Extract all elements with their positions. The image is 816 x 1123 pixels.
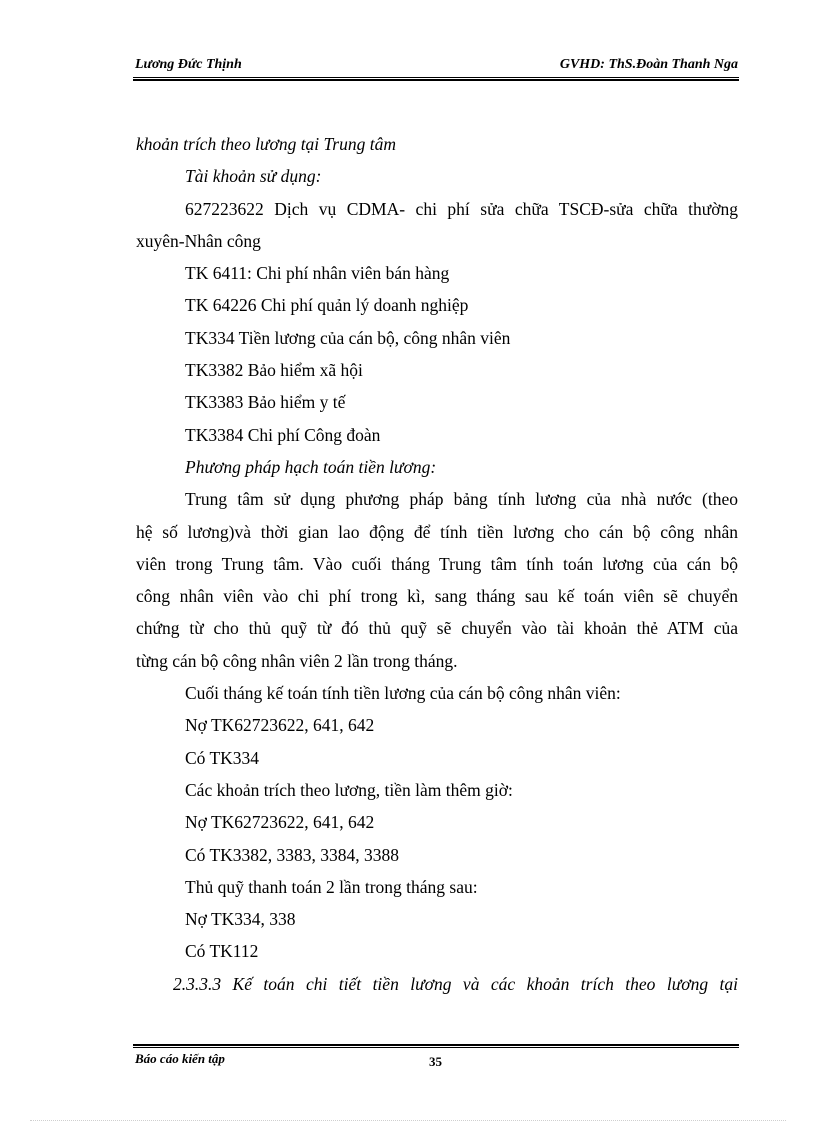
- section-heading-method: Phương pháp hạch toán tiền lương:: [185, 456, 437, 477]
- body-line: chứng từ cho thủ quỹ từ đó thủ quỹ sẽ chuyển vào tài khoản thẻ ATM của: [136, 618, 738, 639]
- body-line: TK3382 Bảo hiểm xã hội: [185, 360, 363, 381]
- body-line: TK 64226 Chi phí quản lý doanh nghiệp: [185, 295, 469, 316]
- body-line: TK3384 Chi phí Công đoàn: [185, 424, 381, 445]
- body-line: hệ số lương)và thời gian lao động để tính tiền lương cho cán bộ công nhân: [136, 521, 738, 542]
- body-line: từng cán bộ công nhân viên 2 lần trong tháng.: [136, 650, 458, 671]
- page-edge-divider: [30, 1120, 786, 1121]
- subsection-heading: 2.3.3.3 Kế toán chi tiết tiền lương và các khoản trích theo lương tại: [173, 973, 738, 994]
- body-line: TK3383 Bảo hiểm y tế: [185, 392, 346, 413]
- header-advisor: GVHD: ThS.Đoàn Thanh Nga: [559, 57, 738, 72]
- body-line: Nợ TK62723622, 641, 642: [185, 715, 375, 736]
- body-line: Cuối tháng kế toán tính tiền lương của cán bộ công nhân viên:: [185, 683, 621, 704]
- header-author: Lương Đức Thịnh: [135, 57, 242, 72]
- body-line: 627223622 Dịch vụ CDMA- chi phí sửa chữa TSCĐ-sửa chữa thường: [185, 198, 738, 219]
- body-line: Có TK334: [185, 747, 260, 768]
- body-line: khoản trích theo lương tại Trung tâm: [136, 134, 396, 154]
- body-line: Thủ quỹ thanh toán 2 lần trong tháng sau:: [185, 876, 478, 897]
- body-line: TK334 Tiền lương của cán bộ, công nhân viên: [185, 327, 511, 348]
- footer-report-title: Báo cáo kiến tập: [135, 1051, 225, 1066]
- body-line: công nhân viên vào chi phí trong kì, sang tháng sau kế toán viên sẽ chuyển: [136, 586, 738, 607]
- footer-rule: [133, 1044, 739, 1048]
- body-line: Nợ TK334, 338: [185, 909, 296, 930]
- body-line: Có TK112: [185, 941, 259, 962]
- page-number: 35: [429, 1054, 442, 1069]
- body-line: Có TK3382, 3383, 3384, 3388: [185, 844, 400, 865]
- body-line: TK 6411: Chi phí nhân viên bán hàng: [185, 263, 450, 284]
- body-line: xuyên-Nhân công: [136, 230, 261, 251]
- body-line: Trung tâm sử dụng phương pháp bảng tính lương của nhà nước (theo: [185, 489, 738, 510]
- section-heading-accounts: Tài khoản sử dụng:: [185, 166, 322, 187]
- header-rule: [133, 77, 739, 81]
- body-line: Nợ TK62723622, 641, 642: [185, 812, 375, 833]
- document-body: [136, 128, 738, 1000]
- body-line: viên trong Trung tâm. Vào cuối tháng Trung tâm tính toán lương của cán bộ: [136, 553, 738, 574]
- body-line: Các khoản trích theo lương, tiền làm thêm giờ:: [185, 779, 513, 800]
